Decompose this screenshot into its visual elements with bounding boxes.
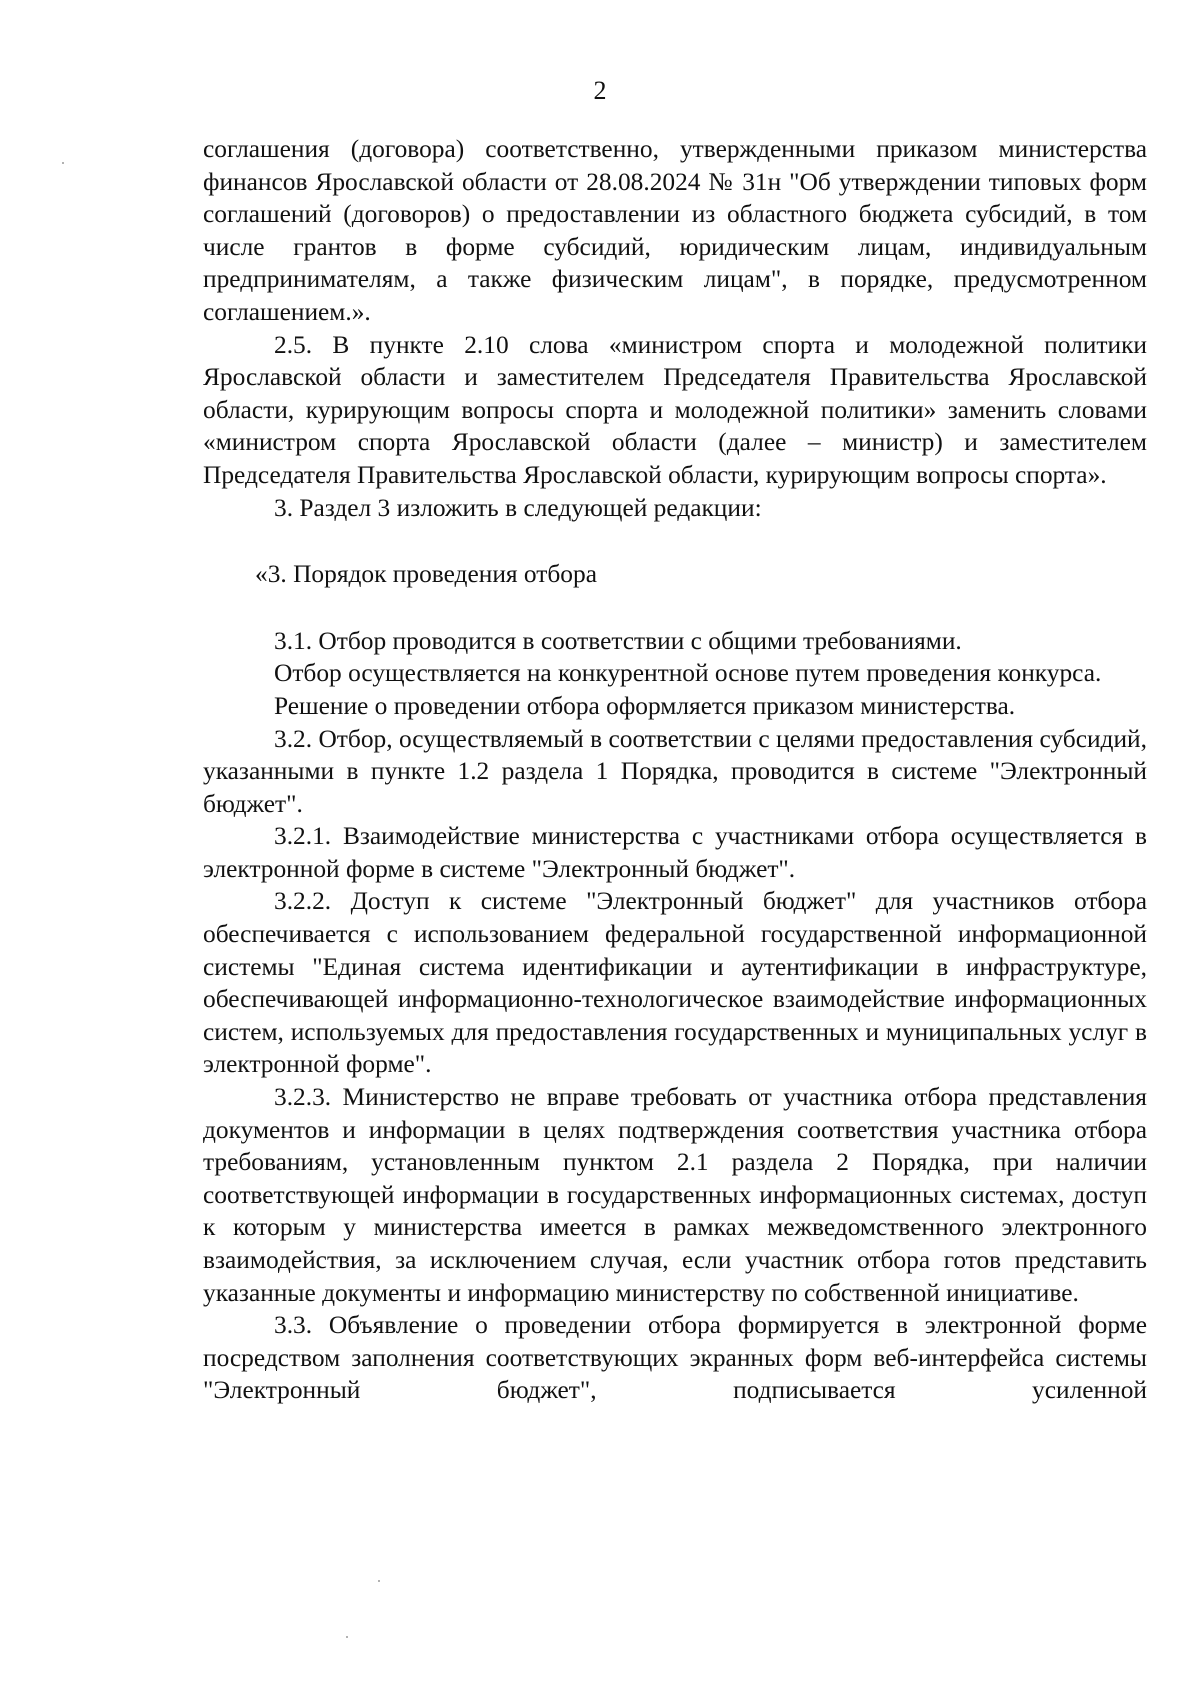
scan-speck: [378, 1580, 380, 1582]
paragraph-continuation: соглашения (договора) соответственно, утвержденными приказом министерства финансов Ярославской области от 28.08.2024 № 31н "Об утверждении типовых форм соглашений (договоров) о предоставлении из областного бюджета субсидий, в том числе грантов в форме субсидий, юридическим лицам, индивидуальным предпринимателям, а также физическим лицам", в порядке, предусмотренном соглашением.».: [203, 135, 1147, 326]
paragraph-decision: Решение о проведении отбора оформляется приказом министерства.: [274, 691, 1016, 720]
paragraph-3-intro: 3. Раздел 3 изложить в следующей редакции:: [274, 493, 762, 522]
document-body: [203, 133, 1147, 1407]
scan-speck: [62, 162, 64, 164]
page-number: 2: [593, 76, 607, 105]
section-heading: «3. Порядок проведения отбора: [255, 560, 597, 589]
paragraph-3-3: 3.3. Объявление о проведении отбора формируется в электронной форме посредством заполнения соответствующих экранных форм веб-интерфейса системы "Электронный бюджет", подписывается усиленной: [203, 1311, 1147, 1405]
paragraph-3-2-3: 3.2.3. Министерство не вправе требовать от участника отбора представления документов и информации в целях подтверждения соответствия участника отбора требованиям, установленным пунктом 2.1 раздела 2 Порядка, при наличии соответствующей информации в государственных информационных системах, доступ к которым у министерства имеется в рамках межведомственного электронного взаимодействия, за исключением случая, если участник отбора готов представить указанные документы и информацию министерству по собственной инициативе.: [203, 1083, 1147, 1307]
paragraph-competitive-basis: Отбор осуществляется на конкурентной основе путем проведения конкурса.: [274, 659, 1102, 688]
paragraph-2-5: 2.5. В пункте 2.10 слова «министром спорта и молодежной политики Ярославской области и заместителем Председателя Правительства Ярославской области, курирующим вопросы спорта и молодежной политики» заменить словами «министром спорта Ярославской области (далее – министр) и заместителем Председателя Правительства Ярославской области, курирующим вопросы спорта».: [203, 330, 1147, 489]
paragraph-3-1: 3.1. Отбор проводится в соответствии с общими требованиями.: [274, 626, 962, 655]
paragraph-3-2: 3.2. Отбор, осуществляемый в соответствии с целями предоставления субсидий, указанными в пункте 1.2 раздела 1 Порядка, проводится в системе "Электронный бюджет".: [203, 724, 1147, 818]
paragraph-3-2-1: 3.2.1. Взаимодействие министерства с участниками отбора осуществляется в электронной форме в системе "Электронный бюджет".: [203, 822, 1147, 883]
scan-speck: [346, 1636, 348, 1638]
paragraph-3-2-2: 3.2.2. Доступ к системе "Электронный бюджет" для участников отбора обеспечивается с использованием федеральной государственной информационной системы "Единая система идентификации и аутентификации в инфраструктуре, обеспечивающей информационно-технологическое взаимодействие информационных систем, используемых для предоставления государственных и муниципальных услуг в электронной форме".: [203, 887, 1147, 1079]
